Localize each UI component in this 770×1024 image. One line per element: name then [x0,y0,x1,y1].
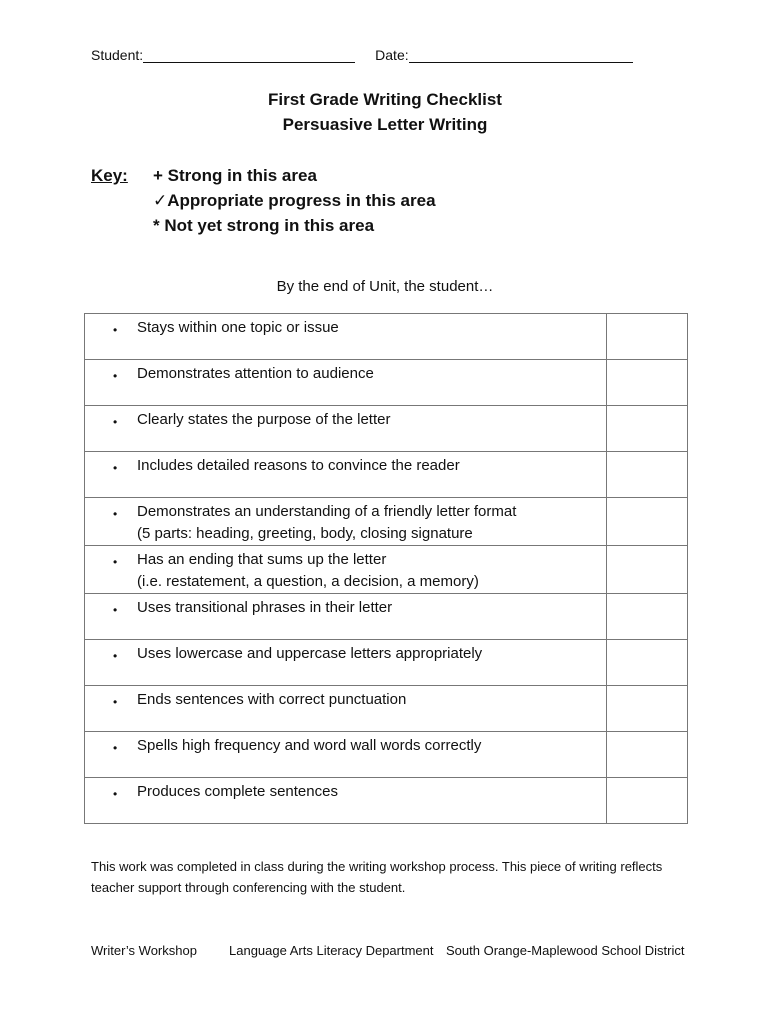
checklist-mark-cell[interactable] [607,594,688,640]
checklist-item-cell [85,546,607,594]
bullet-icon: • [113,415,118,429]
bullet-icon: • [113,369,118,383]
footer-district: South Orange-Maplewood School District [446,943,685,958]
student-date-row [91,47,633,63]
intro-text: By the end of Unit, the student… [276,278,494,295]
checklist-row [85,640,688,686]
checklist-row [85,498,688,546]
checklist-mark-cell[interactable] [607,686,688,732]
checklist-row [85,314,688,360]
checklist-row [85,778,688,824]
bullet-icon: • [113,741,118,755]
checklist-item-cell [85,406,607,452]
key-strong: + Strong in this area [153,166,317,185]
checklist-mark-cell[interactable] [607,546,688,594]
bullet-icon: • [113,649,118,663]
checklist-row [85,686,688,732]
checklist-row [85,594,688,640]
checklist-mark-cell[interactable] [607,498,688,546]
checklist-item-cell [85,640,607,686]
checklist-item-text: Includes detailed reasons to convince the reader [137,457,460,474]
checklist-item-cell [85,498,607,546]
checklist-item-cell [85,686,607,732]
checklist-item-cell [85,732,607,778]
checklist-item-text: Demonstrates an understanding of a friendly letter format [137,503,517,520]
checklist-mark-cell[interactable] [607,640,688,686]
bullet-icon: • [113,787,118,801]
date-field[interactable] [409,47,633,63]
checklist-row [85,406,688,452]
bullet-icon: • [113,555,118,569]
bullet-icon: • [113,461,118,475]
checklist-item-cell [85,594,607,640]
checklist-item-text: Uses transitional phrases in their letter [137,599,393,616]
checklist-item-cell [85,452,607,498]
bullet-icon: • [113,695,118,709]
bullet-icon: • [113,507,118,521]
key-progress: ✓Appropriate progress in this area [153,191,436,210]
page-title: First Grade Writing Checklist [268,90,502,109]
student-field[interactable] [143,47,355,63]
checklist-mark-cell[interactable] [607,732,688,778]
checklist-mark-cell[interactable] [607,778,688,824]
checklist-row [85,452,688,498]
student-label: Student: [91,47,144,63]
checklist-item-subtext: (i.e. restatement, a question, a decision, a memory) [137,573,479,590]
key-label: Key: [91,166,128,185]
checklist-item-text: Demonstrates attention to audience [137,365,374,382]
completion-note: This work was completed in class during the writing workshop process. This piece of writing reflects teacher support through conferencing with the student. [91,859,663,895]
bullet-icon: • [113,603,118,617]
page-subtitle: Persuasive Letter Writing [282,115,488,134]
checklist-mark-cell[interactable] [607,360,688,406]
bullet-icon: • [113,323,118,337]
checklist-item-text: Produces complete sentences [137,783,338,800]
date-label: Date: [375,47,409,63]
checklist-mark-cell[interactable] [607,406,688,452]
checklist-item-cell [85,360,607,406]
checklist-item-text: Clearly states the purpose of the letter [137,411,391,428]
checklist-item-cell [85,314,607,360]
checklist-item-text: Spells high frequency and word wall words correctly [137,737,482,754]
checklist-table [84,313,688,824]
checklist-item-text: Has an ending that sums up the letter [137,551,387,568]
checklist-mark-cell[interactable] [607,452,688,498]
footer-department: Language Arts Literacy Department [229,943,434,958]
checklist-item-cell [85,778,607,824]
checklist-row [85,732,688,778]
checklist-item-subtext: (5 parts: heading, greeting, body, closing signature [137,525,473,542]
checklist-item-text: Stays within one topic or issue [137,319,339,336]
checklist-row [85,546,688,594]
checklist-row [85,360,688,406]
key-not-yet: * Not yet strong in this area [153,216,375,235]
footer-writers-workshop: Writer’s Workshop [91,943,197,958]
checklist-mark-cell[interactable] [607,314,688,360]
checklist-item-text: Ends sentences with correct punctuation [137,691,407,708]
checklist-item-text: Uses lowercase and uppercase letters appropriately [137,645,483,662]
